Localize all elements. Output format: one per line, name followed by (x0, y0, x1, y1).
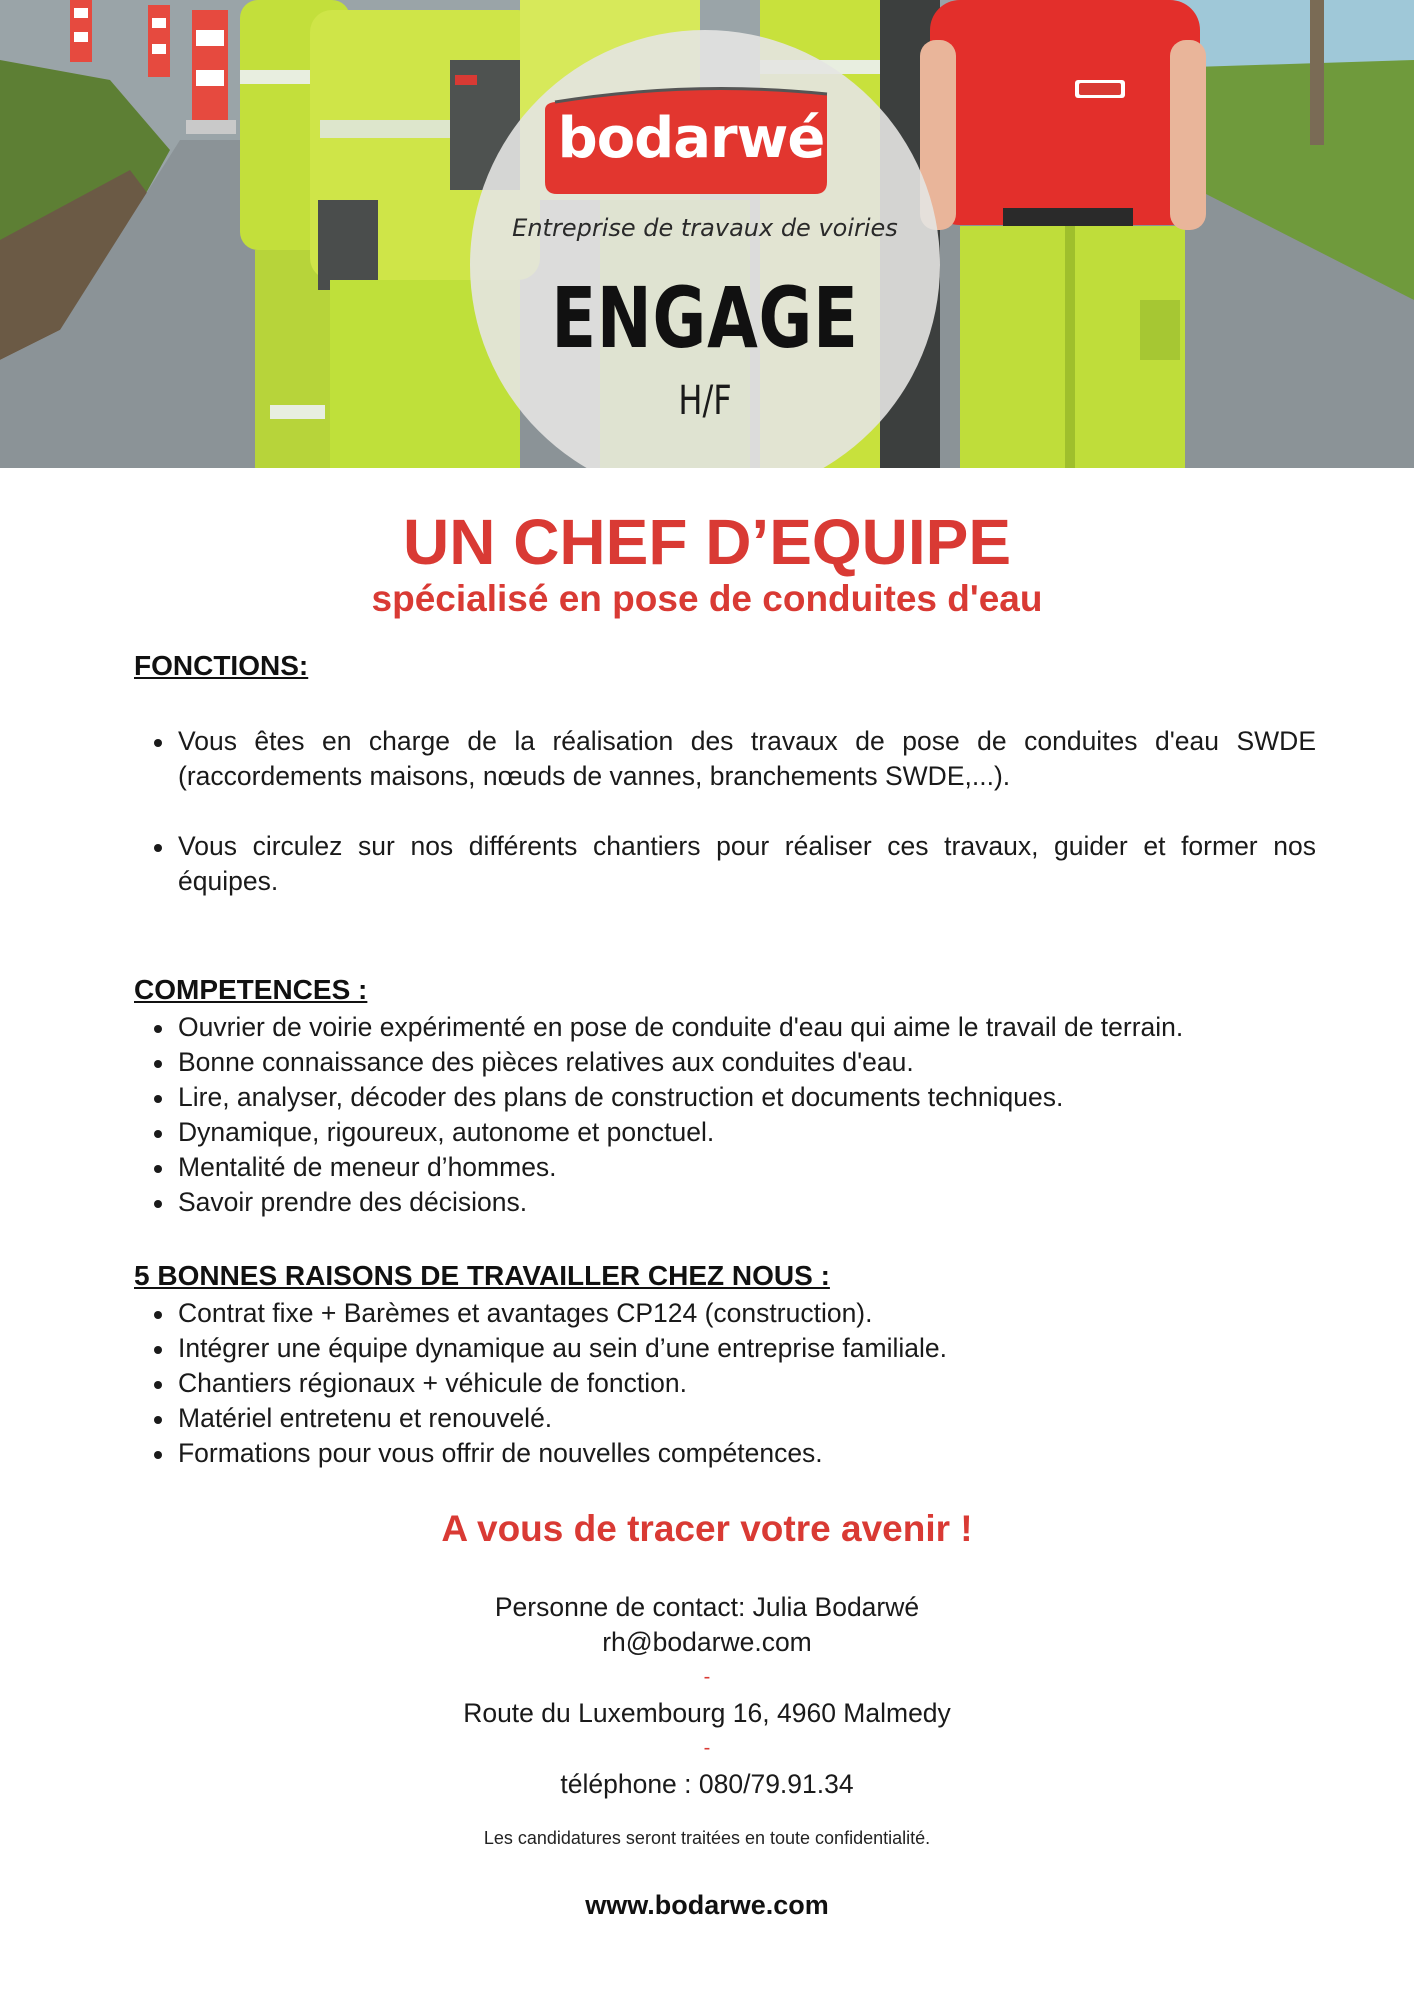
list-item: Chantiers régionaux + véhicule de fonction. (134, 1366, 1316, 1401)
bullet-icon (154, 1311, 162, 1319)
contact-address: Route du Luxembourg 16, 4960 Malmedy (463, 1698, 951, 1728)
contact-email[interactable]: rh@bodarwe.com (602, 1627, 812, 1657)
fonctions-heading: FONCTIONS: (134, 650, 309, 681)
job-title: UN CHEF D’EQUIPE (402, 506, 1012, 578)
call-to-action: A vous de tracer votre avenir ! (441, 1508, 973, 1549)
job-subtitle: spécialisé en pose de conduites d'eau (371, 578, 1043, 619)
bullet-icon (154, 1200, 162, 1208)
competences-list (134, 1010, 1316, 1220)
hero-photo (0, 0, 1414, 468)
separator: - (703, 1737, 711, 1759)
separator: - (703, 1666, 711, 1688)
contact-person: Personne de contact: Julia Bodarwé (494, 1592, 920, 1622)
logo-wordmark: bodarwé (557, 106, 825, 171)
list-item: Contrat fixe + Barèmes et avantages CP124 (construction). (134, 1296, 1316, 1331)
bullet-icon (154, 1130, 162, 1138)
website-link[interactable]: www.bodarwe.com (585, 1890, 829, 1920)
list-item: Vous êtes en charge de la réalisation des travaux de pose de conduites d'eau SWDE (raccordements maisons, nœuds de vannes, branchements SWDE,...). (134, 724, 1316, 794)
contact-phone: téléphone : 080/79.91.34 (560, 1769, 854, 1799)
list-item: Bonne connaissance des pièces relatives aux conduites d'eau. (134, 1045, 1316, 1080)
raisons-heading: 5 BONNES RAISONS DE TRAVAILLER CHEZ NOUS : (134, 1260, 830, 1291)
bullet-icon (154, 1095, 162, 1103)
bullet-icon (154, 1165, 162, 1173)
list-item: Lire, analyser, décoder des plans de construction et documents techniques. (134, 1080, 1316, 1115)
bullet-icon (154, 1346, 162, 1354)
bullet-icon (154, 1416, 162, 1424)
bullet-icon (154, 1451, 162, 1459)
list-item: Dynamique, rigoureux, autonome et ponctuel. (134, 1115, 1316, 1150)
bullet-icon (154, 844, 162, 852)
list-item: Matériel entretenu et renouvelé. (134, 1401, 1316, 1436)
list-item: Mentalité de meneur d’hommes. (134, 1150, 1316, 1185)
bodarwe-logo (545, 84, 837, 196)
raisons-list (134, 1296, 1316, 1471)
list-item: Savoir prendre des décisions. (134, 1185, 1316, 1220)
gender-label: H/F (678, 378, 732, 424)
list-item: Intégrer une équipe dynamique au sein d’une entreprise familiale. (134, 1331, 1316, 1366)
list-item: Vous circulez sur nos différents chantiers pour réaliser ces travaux, guider et former nos équipes. (134, 829, 1316, 899)
competences-heading: COMPETENCES : (134, 974, 368, 1005)
bullet-icon (154, 739, 162, 747)
engage-heading: ENGAGE (551, 269, 859, 367)
bullet-icon (154, 1060, 162, 1068)
list-item: Formations pour vous offrir de nouvelles compétences. (134, 1436, 1316, 1471)
company-tagline: Entreprise de travaux de voiries (512, 214, 898, 242)
list-item: Ouvrier de voirie expérimenté en pose de conduite d'eau qui aime le travail de terrain. (134, 1010, 1316, 1045)
confidentiality-note: Les candidatures seront traitées en toute confidentialité. (483, 1828, 931, 1848)
bullet-icon (154, 1381, 162, 1389)
fonctions-list (134, 724, 1316, 899)
bullet-icon (154, 1025, 162, 1033)
